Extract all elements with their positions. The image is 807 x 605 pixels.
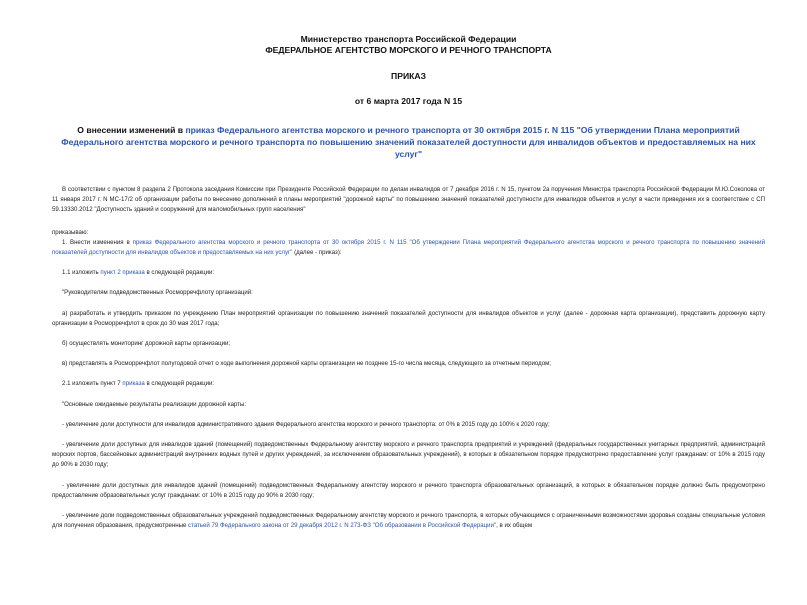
title-order-link[interactable]: приказ Федерального агентства морского и речного транспорта от 30 октября 2015 г. N 115 "Об утверждении Плана мероприятий Федерального агентства морского и речного транспорта по повышению значений показателей доступности для инвалидов объектов и предоставляемых на них услуг" — [61, 125, 756, 159]
preamble-paragraph: В соответствии с пунктом 8 раздела 2 Протокола заседания Комиссии при Президенте Российской Федерации по делам инвалидов от 7 декабря 2016 г. N 15, пунктом 2а поручения Министра транспорта Российской Федерации М.Ю.Соколова от 11 января 2017 г. N МС-17/2 об организации работы по внесению дополнений в планы мероприятий "дорожной карты" по повышению значений показателей доступности для инвалидов объектов и услуг в части приведения их в соответствие с СП 59.13330.2012 "Доступность зданий и сооружений для маломобильных групп населения" — [52, 186, 765, 214]
item-1-order-link[interactable]: приказ Федерального агентства морского и речного транспорта от 30 октября 2015 г. N 115 "Об утверждении Плана мероприятий Федерального агентства морского и речного транспорта по повышению значений показателей доступности для инвалидов объектов и предоставляемых на них услуг" — [52, 238, 765, 257]
subitem-v-paragraph: в) представлять в Росморречфлот полугодовой отчет о ходе выполнения дорожной карты организации не позднее 15-го числа месяца, следующего за отчетным периодом; — [62, 360, 551, 368]
document-title — [52, 124, 765, 160]
item-1-suffix: (далее - приказ): — [292, 249, 342, 257]
quote-2-paragraph: "Основные ожидаемые результаты реализации дорожной карты: — [62, 400, 247, 408]
subitem-b-paragraph: б) осуществлять мониторинг дорожной карты организации; — [62, 340, 231, 348]
document-page — [0, 34, 807, 605]
item-2-1-suffix: в следующей редакции: — [144, 380, 215, 388]
result-2-paragraph: - увеличение доли доступных для инвалидов зданий (помещений) подведомственных Федеральному агентству морского и речного транспорта предприятий и учреждений (федеральных государственных унитарных предприятий, администраций морских портов, бассейновых администраций внутренних водных путей и других учреждений, за исключением образовательных учреждений), в которых в обязательном порядке предусмотрено предоставление услуг гражданам: от 10% в 2015 году до 90% в 2030 году; — [52, 441, 765, 469]
item-2-1-prefix: 2.1 изложить пункт 7 — [62, 380, 123, 388]
item-2-1-link[interactable]: приказа — [122, 380, 145, 388]
item-1-1-prefix: 1.1 изложить — [62, 269, 101, 277]
item-1-1-link[interactable]: пункт 2 приказа — [100, 269, 145, 277]
result-4-prefix: - увеличение доли подведомственных образовательных учреждений подведомственных Федеральному агентству морского и речного транспорта, в которых обучающимся с ограниченными возможностями здоровья созданы специальные условия для получения образования, предусмотренные — [52, 512, 765, 530]
item-1-1-suffix: в следующей редакции: — [144, 269, 215, 277]
order-word: приказываю: — [52, 228, 89, 236]
result-4-paragraph — [52, 511, 765, 531]
result-4-suffix: , в их общем — [496, 522, 533, 530]
document-body — [52, 185, 765, 531]
result-1-paragraph: - увеличение доли доступности для инвалидов административного здания Федерального агентства морского и речного транспорта: от 0% в 2015 году до 100% к 2020 году; — [62, 420, 550, 428]
item-2-1-paragraph — [52, 379, 765, 389]
item-1-paragraph — [52, 238, 765, 258]
result-3-paragraph: - увеличение доли доступных для инвалидов зданий (помещений) подведомственных Федеральному агентству морского и речного транспорта образовательных организаций, в которых в обязательном порядке должно быть предусмотрено предоставление образовательных услуг гражданам: от 10% в 2015 году до 90% в 2030 году; — [52, 481, 765, 499]
ministry-name: Министерство транспорта Российской Федерации — [300, 34, 517, 44]
quote-1-paragraph: "Руководителям подведомственных Росморречфлоту организаций: — [62, 289, 253, 297]
item-1-1-paragraph — [52, 268, 765, 278]
document-type: ПРИКАЗ — [391, 71, 426, 81]
document-date-number: от 6 марта 2017 года N 15 — [354, 96, 463, 106]
subitem-a-paragraph: а) разработать и утвердить приказом по учреждению План мероприятий организации по повышению значений показателей доступности для инвалидов объектов и услуг (далее - дорожная карта организации), представить дорожную карту организации в Росморречфлот в срок до 30 мая 2017 года; — [52, 309, 765, 327]
title-prefix: О внесении изменений в — [77, 125, 186, 135]
item-1-prefix: 1. Внести изменения в — [62, 238, 133, 246]
result-4-law-link[interactable]: статьей 79 Федерального закона от 29 декабря 2012 г. N 273-ФЗ "Об образовании в Российской Федерации" — [188, 522, 497, 530]
agency-name: ФЕДЕРАЛЬНОЕ АГЕНТСТВО МОРСКОГО И РЕЧНОГО ТРАНСПОРТА — [265, 45, 552, 55]
